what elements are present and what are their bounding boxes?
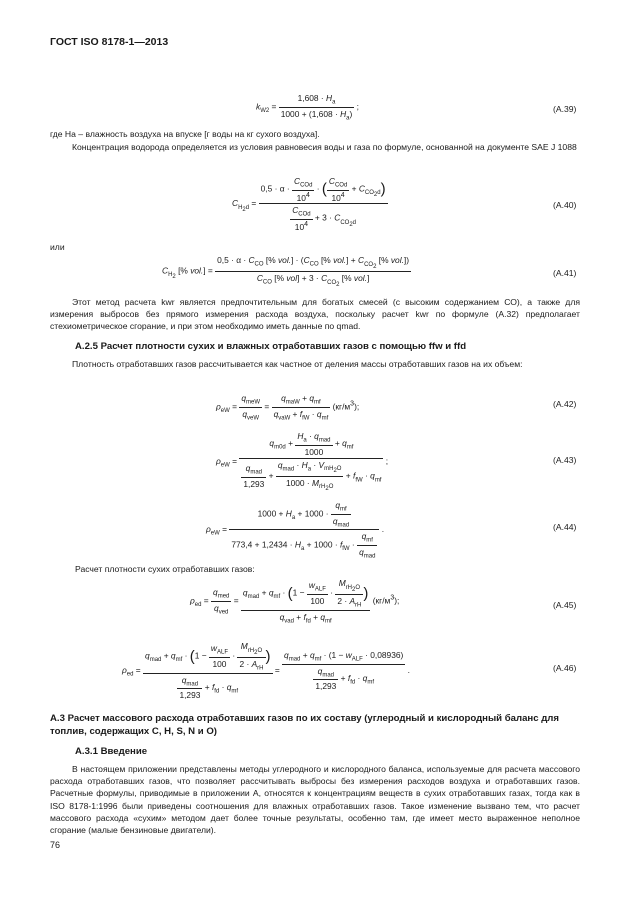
- or-label: или: [50, 242, 65, 252]
- formula-a39: $k_{W2}$ = $\frac{1,608 \cdot H_a}{1000 + (1,608 \cdot H_a)}$ ;: [256, 93, 359, 122]
- equation-number: (А.39): [553, 104, 577, 114]
- equation-number: (А.45): [553, 600, 577, 610]
- paragraph: Концентрация водорода определяется из условия равновесия воды и газа по формуле, основанной на документе SAE J 1088: [72, 142, 577, 152]
- equation-number: (А.42): [553, 399, 577, 409]
- formula-a40: $C_{H_2d}$ = 0,5 · α · $C_{COd}$ $10^4$ · ( $C_{COd}$ $10^4$ + $C_{CO_2d}$) $C_{COd}$ $10^4$ + $3 \cdot C_{CO_2d}$: [232, 176, 386, 232]
- paragraph: Этот метод расчета kwr является предпочтительным для богатых смесей (с высоким содержанием СО), а также для измерения выбросов без прямого измерения расхода воздуха, поскольку расчет kwr по формуле (А.32) предполагает стехиометрическое сгорание, и при этом необходимо иметь данные по qmad.: [50, 297, 580, 332]
- section-heading: А.3.1 Введение: [75, 746, 148, 757]
- section-heading: А.2.5 Расчет плотности сухих и влажных отработавших газов с помощью ffw и ffd: [75, 341, 467, 352]
- formula-a46: $\rho_{ed}$ = $q_{mad} + q_{mf} \cdot (1$ − $w_{ALF}$ 100 · $M_{rH_2O}$ $2 \cdot A_{rH}$ ) $q_{mad}$ 1,293 + $f_{fd} \cdot q_{mf}$ = $q_{mad} + q_{mf} \cdot (1 - w_{ALF} \cdot 0,08936)$ $q_{mad}$ 1,293 + $f_{fd} \cdot q_{mf}$ .: [122, 641, 410, 701]
- page-header: ГОСТ ISO 8178-1—2013: [50, 36, 169, 48]
- formula-a43: $\rho_{eW}$ = $q_{m0d}$ + $H_a \cdot q_{mad}$ 1000 + $q_{mf}$ $q_{mad}$ 1,293 + $q_{mad} \cdot H_a \cdot V_{mH_2O}$ $1000 \cdot M_{rH_2O}$ + $f_{fW} \cdot q_{mf}$ ;: [216, 431, 389, 493]
- paragraph: Расчет плотности сухих отработавших газов:: [75, 564, 255, 574]
- paragraph: где Ha – влажность воздуха на впуске [г воды на кг сухого воздуха].: [50, 129, 320, 139]
- formula-a42: $\rho_{eW}$ = $q_{meW}$ $q_{veW}$ = $q_{maW} + q_{mf}$ $q_{vaW} + f_{fW} \cdot q_{mf}$ $(кг/м^3)$;: [216, 393, 360, 422]
- page-number: 76: [50, 840, 61, 850]
- equation-number: (А.44): [553, 522, 577, 532]
- equation-number: (А.41): [553, 268, 577, 278]
- formula-a45: $\rho_{ed}$ = $q_{med}$ $q_{ved}$ = $q_{mad} + q_{mf} \cdot (1$ − $w_{ALF}$ 100 · $M_{rH_2O}$ $2 \cdot A_{rH}$ ) $q_{vad} + f_{fd} + q_{mf}$ $(кг/м^3)$;: [190, 578, 400, 625]
- formula-a41: $C_{H_2}$ [% vol.] = $0,5 \cdot \alpha \cdot C_{CO}$ [% $vol.] \cdot (C_{CO}$ [% $vol.] + C_{CO_2}$ [% vol.]) $C_{CO}$ [% $vol] + 3 \cdot C_{CO_2}$ [% vol.]: [162, 255, 410, 288]
- equation-number: (А.46): [553, 663, 577, 673]
- equation-number: (А.40): [553, 200, 577, 210]
- paragraph: В настоящем приложении представлены методы углеродного и кислородного баланса, используемые для расчета массового расхода отработавших газов, что позволяет рассчитывать выбросы без измерения расходов воздуха и отработавших газов. Расчетные формулы, приводимые в приложении А, относятся к концентрациям веществ в сухих отработавших газах, тогда как в ISO 8178-1:1996 были приведены соотношения для влажных отработавших газов. Такое изменение вызвано тем, что расчет массового расхода «сухим» методом дает более точные результаты, особенно там, где имеет место выраженное неполное сгорание (малые бензиновые двигатели).: [50, 764, 580, 836]
- paragraph: Плотность отработавших газов рассчитывается как частное от деления массы отработавших газов на их объем:: [72, 359, 523, 369]
- section-heading: А.3 Расчет массового расхода отработавших газов по их составу (углеродный и кислородный баланс для топлив, содержащих С, Н, S, N и О): [50, 713, 559, 737]
- equation-number: (А.43): [553, 455, 577, 465]
- formula-a44: $\rho_{eW}$ = $1000 + H_a + 1000$ · $q_{mf}$ $q_{mad}$ $773,4 + 1,2434 \cdot H_a + 1000 \cdot f_{fW}$ · $q_{mf}$ $q_{mad}$ .: [206, 500, 385, 560]
